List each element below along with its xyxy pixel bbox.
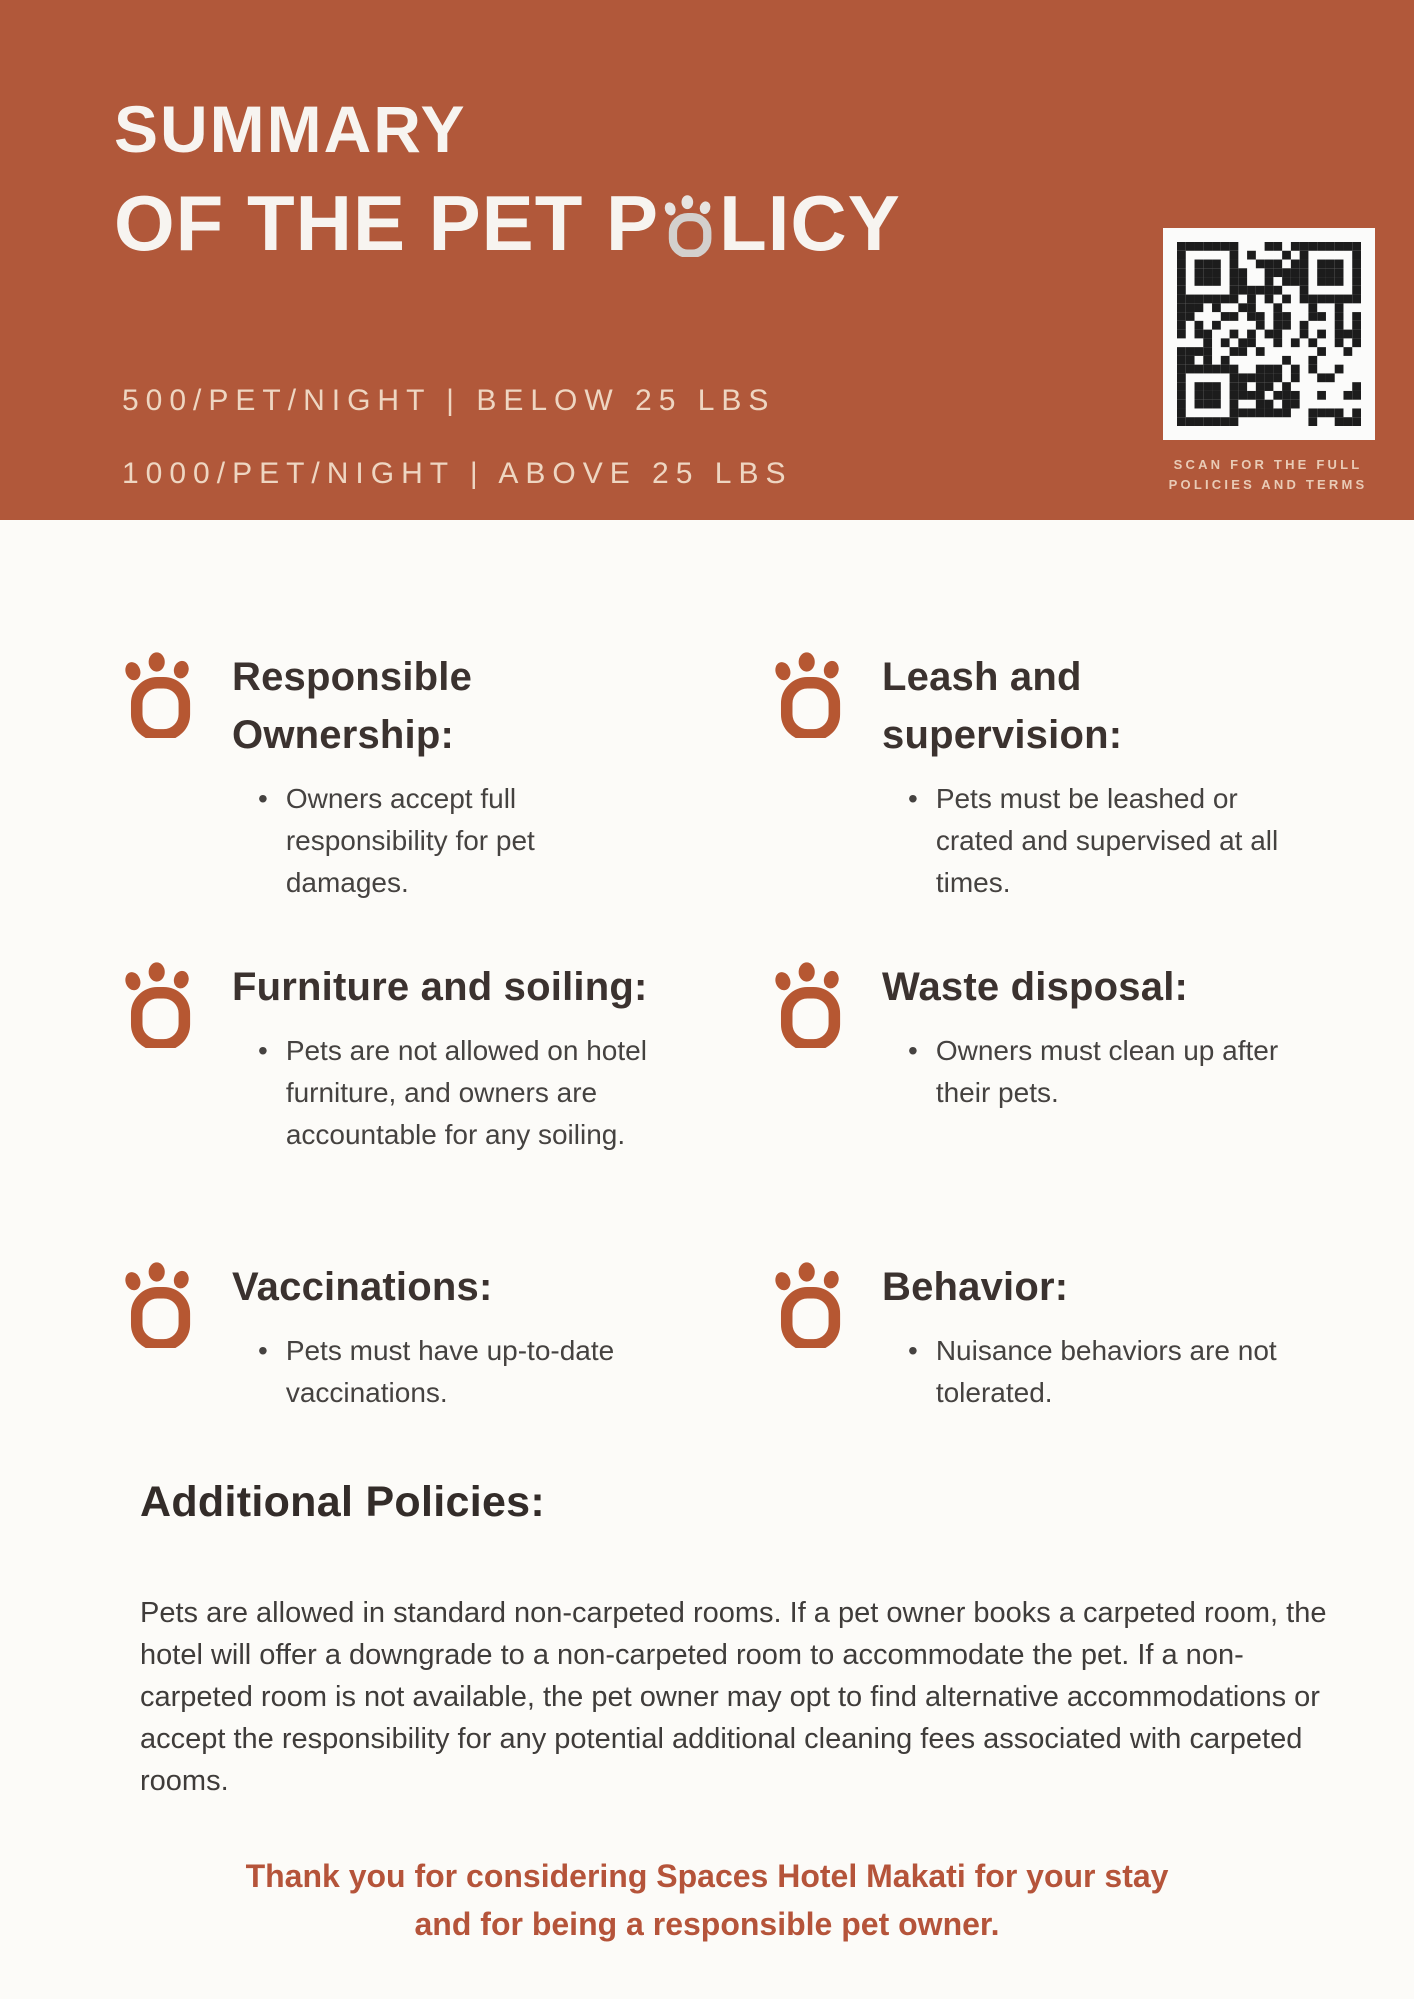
bullet-dot: • bbox=[258, 783, 268, 814]
poster-title-line1: SUMMARY bbox=[114, 92, 467, 166]
paw-print-icon bbox=[120, 1262, 198, 1353]
policy-item-vaccinations bbox=[120, 1258, 650, 1414]
qr-caption-line1: SCAN FOR THE FULL bbox=[1173, 457, 1363, 472]
additional-policies-paragraph: Pets are allowed in standard non-carpeted rooms. If a pet owner books a carpeted room, the hotel will offer a downgrade to a non-carpeted room to accommodate the pet. If a non-carpeted room is not available, the pet owner may opt to find alternative accommodations or accept the responsibility for any potential additional cleaning fees associated with carpeted rooms. bbox=[140, 1597, 1327, 1797]
qr-caption-line2: POLICIES AND TERMS bbox=[1168, 477, 1368, 492]
policy-bullet bbox=[232, 1030, 648, 1156]
pricing-line-small-pets: 500/PET/NIGHT | BELOW 25 LBS bbox=[122, 384, 776, 417]
policy-bullet bbox=[882, 1330, 1277, 1414]
bullet-line: Pets must have up-to-date bbox=[285, 1335, 615, 1366]
poster-title-line2 bbox=[114, 179, 901, 267]
pricing-line-large-pets: 1000/PET/NIGHT | ABOVE 25 LBS bbox=[122, 457, 793, 490]
bullet-line: tolerated. bbox=[935, 1377, 1053, 1408]
policy-bullet bbox=[232, 1330, 614, 1414]
bullet-dot: • bbox=[258, 1335, 268, 1366]
bullet-dot: • bbox=[908, 1335, 918, 1366]
qr-code-pattern bbox=[1177, 242, 1361, 426]
policy-heading: Waste disposal: bbox=[882, 965, 1189, 1009]
paw-print-icon bbox=[770, 1262, 848, 1353]
footer-thank-you bbox=[0, 1852, 1414, 1948]
bullet-line: Owners must clean up after bbox=[935, 1035, 1279, 1066]
bullet-line: damages. bbox=[285, 867, 409, 898]
policy-heading: Behavior: bbox=[882, 1265, 1069, 1309]
paw-print-icon bbox=[120, 652, 198, 743]
paw-print-icon bbox=[770, 652, 848, 743]
bullet-line: vaccinations. bbox=[285, 1377, 448, 1408]
bullet-dot: • bbox=[258, 1035, 268, 1066]
policy-heading: Leash and supervision: bbox=[882, 655, 1123, 757]
paw-print-icon bbox=[770, 962, 848, 1053]
bullet-line: furniture, and owners are bbox=[285, 1077, 598, 1108]
paw-print-icon bbox=[120, 962, 198, 1053]
qr-code-icon bbox=[1163, 228, 1375, 440]
additional-policies-heading: Additional Policies: bbox=[140, 1478, 545, 1526]
policy-item-furniture-soiling bbox=[120, 958, 650, 1156]
bullet-line: their pets. bbox=[935, 1077, 1059, 1108]
footer-line2: and for being a responsible pet owner. bbox=[414, 1906, 1000, 1942]
policy-item-behavior bbox=[770, 1258, 1300, 1414]
bullet-line: Owners accept full bbox=[285, 783, 517, 814]
bullet-line: times. bbox=[935, 867, 1011, 898]
qr-caption bbox=[1148, 455, 1388, 495]
header-band bbox=[0, 0, 1414, 520]
policy-bullet bbox=[882, 778, 1300, 904]
bullet-line: Pets are not allowed on hotel bbox=[285, 1035, 647, 1066]
bullet-line: Nuisance behaviors are not bbox=[935, 1335, 1277, 1366]
poster-title-line2-prefix: OF THE PET P bbox=[114, 179, 660, 267]
paw-print-icon bbox=[661, 195, 717, 257]
bullet-line: responsibility for pet bbox=[285, 825, 535, 856]
poster-title-line2-suffix: LICY bbox=[719, 179, 901, 267]
policy-item-leash-supervision bbox=[770, 648, 1300, 904]
policy-heading: Responsible Ownership: bbox=[232, 655, 473, 757]
policy-heading: Furniture and soiling: bbox=[232, 965, 648, 1009]
footer-line1: Thank you for considering Spaces Hotel Makati for your stay bbox=[245, 1858, 1169, 1894]
bullet-line: accountable for any soiling. bbox=[285, 1119, 626, 1150]
bullet-dot: • bbox=[908, 1035, 918, 1066]
policy-item-responsible-ownership bbox=[120, 648, 650, 904]
policy-bullet bbox=[882, 1030, 1278, 1114]
policy-item-waste-disposal bbox=[770, 958, 1300, 1114]
bullet-dot: • bbox=[908, 783, 918, 814]
bullet-line: Pets must be leashed or bbox=[935, 783, 1238, 814]
bullet-line: crated and supervised at all bbox=[935, 825, 1279, 856]
policy-bullet bbox=[232, 778, 650, 904]
policy-heading: Vaccinations: bbox=[232, 1265, 493, 1309]
